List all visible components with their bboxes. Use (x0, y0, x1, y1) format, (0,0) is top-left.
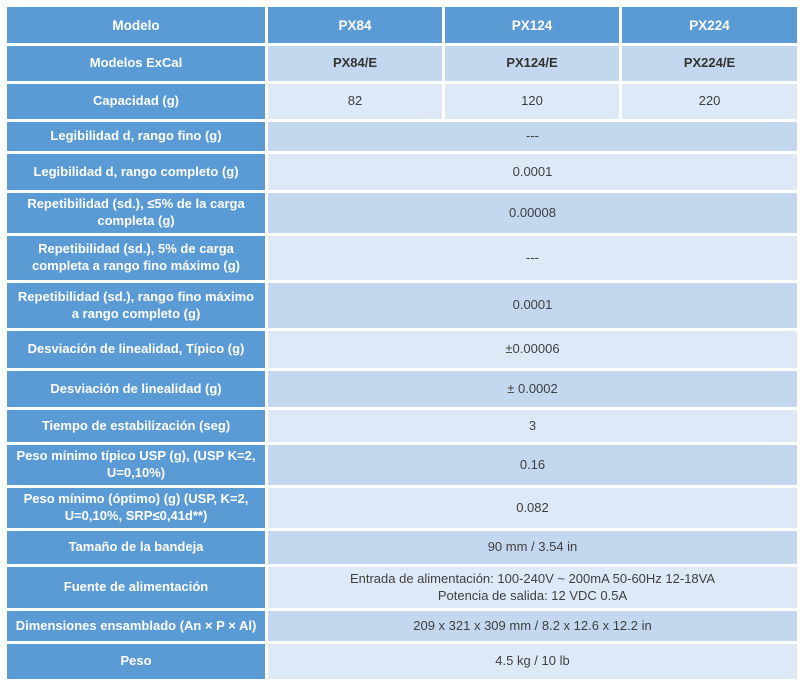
row-label: Repetibilidad (sd.), 5% de carga completa a rango fino máximo (g) (7, 236, 265, 280)
cell-value: 209 x 321 x 309 mm / 8.2 x 12.6 x 12.2 in (268, 611, 797, 641)
table-row-peso-minimo-optimo (7, 488, 797, 528)
row-label: Tiempo de estabilización (seg) (7, 410, 265, 442)
row-label: Legibilidad d, rango completo (g) (7, 154, 265, 190)
spec-table (4, 4, 800, 682)
cell-value: --- (268, 236, 797, 280)
header-row (7, 7, 797, 43)
cell-value: 220 (622, 84, 797, 119)
row-label: Tamaño de la bandeja (7, 531, 265, 564)
header-col-px224: PX224 (622, 7, 797, 43)
table-row-desviacion-tipico (7, 331, 797, 368)
cell-value: ± 0.0002 (268, 371, 797, 407)
table-row-legibilidad-fino (7, 122, 797, 151)
cell-value: 0.00008 (268, 193, 797, 233)
table-row-fuente-alimentacion (7, 567, 797, 608)
row-label: Legibilidad d, rango fino (g) (7, 122, 265, 151)
table-row-repetibilidad-5pct-rango-fino (7, 236, 797, 280)
table-row-peso-minimo-tipico (7, 445, 797, 485)
power-output-line: Potencia de salida: 12 VDC 0.5A (437, 587, 628, 603)
table-row-legibilidad-completo (7, 154, 797, 190)
cell-value: 120 (445, 84, 619, 119)
row-label: Desviación de linealidad (g) (7, 371, 265, 407)
cell-value: 0.0001 (268, 154, 797, 190)
cell-value: ±0.00006 (268, 331, 797, 368)
table-row-peso (7, 644, 797, 679)
row-label: Peso mínimo típico USP (g), (USP K=2, U=0,10%) (7, 445, 265, 485)
table-row-modelos-excal (7, 46, 797, 81)
cell-value: PX124/E (445, 46, 619, 81)
row-label: Peso (7, 644, 265, 679)
row-label: Dimensiones ensamblado (An × P × Al) (7, 611, 265, 641)
cell-value: 90 mm / 3.54 in (268, 531, 797, 564)
cell-value: PX84/E (268, 46, 442, 81)
cell-value: 82 (268, 84, 442, 119)
cell-value: PX224/E (622, 46, 797, 81)
header-col-px124: PX124 (445, 7, 619, 43)
table-row-tamano-bandeja (7, 531, 797, 564)
cell-value: 3 (268, 410, 797, 442)
cell-value: 0.082 (268, 488, 797, 528)
table-row-tiempo-estabilizacion (7, 410, 797, 442)
header-label-modelo: Modelo (7, 7, 265, 43)
power-input-line: Entrada de alimentación: 100-240V ~ 200mA 50-60Hz 12-18VA (349, 570, 716, 586)
cell-value (268, 567, 797, 608)
cell-value: 0.16 (268, 445, 797, 485)
row-label: Repetibilidad (sd.), ≤5% de la carga completa (g) (7, 193, 265, 233)
table-row-desviacion-linealidad (7, 371, 797, 407)
table-row-dimensiones (7, 611, 797, 641)
cell-value: --- (268, 122, 797, 151)
row-label: Desviación de linealidad, Típico (g) (7, 331, 265, 368)
row-label: Repetibilidad (sd.), rango fino máximo a rango completo (g) (7, 283, 265, 328)
table-row-repetibilidad-5pct (7, 193, 797, 233)
cell-value: 4.5 kg / 10 lb (268, 644, 797, 679)
table-row-repetibilidad-rango-completo (7, 283, 797, 328)
row-label: Modelos ExCal (7, 46, 265, 81)
table-row-capacidad (7, 84, 797, 119)
row-label: Fuente de alimentación (7, 567, 265, 608)
row-label: Capacidad (g) (7, 84, 265, 119)
header-col-px84: PX84 (268, 7, 442, 43)
cell-value: 0.0001 (268, 283, 797, 328)
row-label: Peso mínimo (óptimo) (g) (USP, K=2, U=0,10%, SRP≤0,41d**) (7, 488, 265, 528)
